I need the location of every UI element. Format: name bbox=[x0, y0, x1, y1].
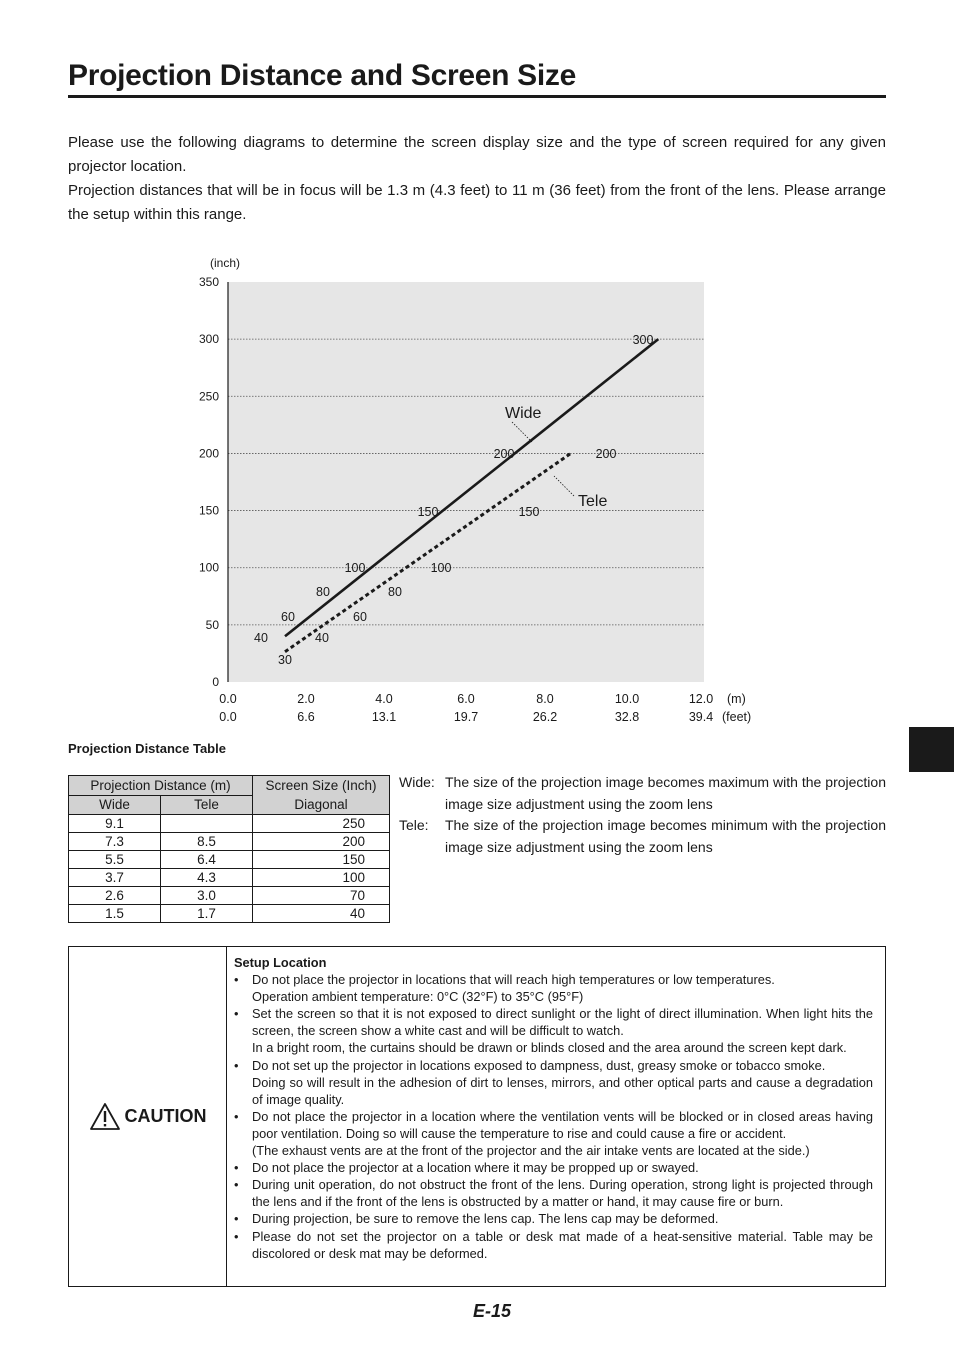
intro-text bbox=[68, 131, 886, 227]
table-cell-wide: 3.7 bbox=[69, 869, 161, 887]
caution-item bbox=[234, 1005, 873, 1056]
caution-content bbox=[227, 947, 885, 1286]
intro-paragraph-2: Projection distances that will be in focus will be 1.3 m (4.3 feet) to 11 m (36 feet) from the front of the lens. Please arrange the setup within this range. bbox=[68, 182, 886, 223]
tele-point-label: 30 bbox=[278, 653, 292, 667]
table-header-row bbox=[69, 776, 390, 796]
table-row bbox=[69, 833, 390, 851]
wide-point-label: 300 bbox=[632, 333, 654, 347]
caution-item-text: • Do not place the projector at a location where it may be propped up or swayed. bbox=[252, 1160, 699, 1176]
caution-item bbox=[234, 1210, 873, 1227]
y-tick-label: 250 bbox=[198, 389, 219, 404]
wide-point-label: 40 bbox=[254, 631, 268, 645]
wide-point-label: 100 bbox=[344, 561, 366, 575]
table-cell-tele: 1.7 bbox=[161, 905, 253, 923]
warning-triangle-icon bbox=[89, 1102, 121, 1131]
caution-list bbox=[234, 971, 873, 1262]
table-cell-wide: 9.1 bbox=[69, 815, 161, 833]
table-cell-tele: 4.3 bbox=[161, 869, 253, 887]
caution-label-cell bbox=[69, 947, 227, 1286]
y-tick-label: 0 bbox=[212, 675, 219, 689]
header-tele: Tele bbox=[161, 795, 253, 815]
table-row bbox=[69, 869, 390, 887]
y-tick-label: 50 bbox=[205, 617, 219, 632]
tele-point-label: 80 bbox=[388, 585, 402, 599]
definition-desc: The size of the projection image becomes maximum with the projection image size adjustment using the zoom lens bbox=[445, 774, 886, 812]
table-cell-wide: 2.6 bbox=[69, 887, 161, 905]
y-axis-label: (inch) bbox=[210, 256, 241, 270]
wide-point-label: 80 bbox=[316, 585, 330, 599]
x-tick-label-m: 2.0 bbox=[297, 692, 315, 706]
wide-point-label: 60 bbox=[281, 610, 295, 624]
setup-location-title: Setup Location bbox=[234, 955, 327, 970]
caution-label bbox=[89, 1102, 207, 1131]
x-axis-unit-ft: (feet) bbox=[722, 710, 752, 724]
tele-point-label: 200 bbox=[595, 447, 617, 461]
table-title: Projection Distance Table bbox=[68, 741, 226, 756]
table-body bbox=[69, 815, 390, 923]
definition-wide bbox=[399, 772, 886, 815]
y-tick-label: 100 bbox=[198, 560, 219, 575]
header-wide: Wide bbox=[69, 795, 161, 815]
definition-desc: The size of the projection image becomes minimum with the projection image size adjustment using the zoom lens bbox=[445, 817, 886, 855]
x-tick-label-ft: 6.6 bbox=[297, 710, 315, 724]
table-cell-wide: 7.3 bbox=[69, 833, 161, 851]
tele-point-label: 60 bbox=[353, 610, 367, 624]
caution-item-text: • Do not place the projector in a location where the ventilation vents will be blocked or in closed areas having poor ventilation. Doing so will cause the temperature to rise and could cause a fire or accident. bbox=[252, 1108, 873, 1141]
table-row bbox=[69, 851, 390, 869]
definition-term: Wide: bbox=[399, 774, 435, 790]
caution-item bbox=[234, 1108, 873, 1159]
definition-tele bbox=[399, 815, 886, 858]
caution-item-text: • During projection, be sure to remove the lens cap. The lens cap may be deformed. bbox=[252, 1211, 719, 1227]
table-cell-diagonal: 200 bbox=[253, 833, 390, 851]
x-tick-label-ft: 19.7 bbox=[453, 710, 479, 724]
header-screen-size bbox=[253, 776, 390, 815]
table-cell-diagonal: 40 bbox=[253, 905, 390, 923]
caution-box bbox=[68, 946, 886, 1287]
x-tick-label-m: 4.0 bbox=[375, 692, 393, 706]
projection-distance-table bbox=[68, 775, 390, 923]
x-tick-label-ft: 13.1 bbox=[371, 710, 397, 724]
header-projection-distance: Projection Distance (m) bbox=[69, 776, 253, 796]
series-label-wide: Wide bbox=[505, 405, 542, 422]
caution-item bbox=[234, 1228, 873, 1262]
caution-text: CAUTION bbox=[124, 1106, 207, 1126]
caution-item-text: • Do not place the projector in locations that will reach high temperatures or low temperatures. bbox=[252, 972, 775, 988]
table-cell-diagonal: 70 bbox=[253, 887, 390, 905]
table-row bbox=[69, 887, 390, 905]
header-diagonal-label: Diagonal bbox=[294, 797, 348, 812]
x-tick-label-ft: 0.0 bbox=[219, 710, 237, 724]
page-title: Projection Distance and Screen Size bbox=[68, 58, 886, 98]
table-cell-tele: 8.5 bbox=[161, 833, 253, 851]
caution-item-text: • During unit operation, do not obstruct the front of the lens. During operation, strong light is projected through the lens and if the front of the lens is obstructed by a matter or hand, it may cause fire or burn. bbox=[252, 1177, 873, 1210]
table-row bbox=[69, 815, 390, 833]
caution-item bbox=[234, 971, 873, 1005]
table-cell-diagonal: 150 bbox=[253, 851, 390, 869]
tele-point-label: 40 bbox=[315, 631, 329, 645]
table-cell-diagonal: 250 bbox=[253, 815, 390, 833]
caution-item-text: In a bright room, the curtains should be drawn or blinds closed and the area around the screen kept dark. bbox=[252, 1040, 847, 1056]
table-cell-diagonal: 100 bbox=[253, 869, 390, 887]
caution-item-text: • Please do not set the projector on a table or desk mat made of a heat-sensitive material. Table may be discolored or desk mat may be deformed. bbox=[252, 1228, 873, 1261]
table-row bbox=[69, 905, 390, 923]
caution-item-text: Doing so will result in the adhesion of dirt to lenses, mirrors, and other optical parts and cause a degradation of image quality. bbox=[252, 1074, 873, 1107]
x-tick-label-m: 10.0 bbox=[614, 692, 640, 706]
caution-item bbox=[234, 1159, 873, 1176]
x-axis-unit-m: (m) bbox=[727, 692, 746, 706]
wide-point-label: 200 bbox=[493, 447, 515, 461]
tele-point-label: 150 bbox=[518, 505, 540, 519]
series-label-tele: Tele bbox=[578, 493, 608, 510]
caution-item-text: • Set the screen so that it is not exposed to direct sunlight or the light of direct illumination. When light hits the screen, the screen show a white cast and will be difficult to watch. bbox=[252, 1006, 873, 1039]
caution-item bbox=[234, 1176, 873, 1210]
page-number: E-15 bbox=[473, 1301, 512, 1321]
section-tab-marker bbox=[909, 727, 954, 772]
intro-paragraph-1: Please use the following diagrams to determine the screen display size and the type of screen required for any given projector location. bbox=[68, 134, 886, 175]
y-tick-label: 350 bbox=[198, 275, 219, 289]
wide-point-label: 150 bbox=[417, 505, 439, 519]
caution-item bbox=[234, 1057, 873, 1108]
table-cell-wide: 5.5 bbox=[69, 851, 161, 869]
zoom-definitions bbox=[399, 772, 886, 858]
caution-item-text: Operation ambient temperature: 0°C (32°F) to 35°C (95°F) bbox=[252, 989, 584, 1005]
x-tick-label-m: 8.0 bbox=[536, 692, 554, 706]
x-tick-label-m: 0.0 bbox=[219, 692, 237, 706]
table-cell-tele: 6.4 bbox=[161, 851, 253, 869]
projection-chart bbox=[150, 250, 770, 735]
tele-point-label: 100 bbox=[430, 561, 452, 575]
x-tick-label-ft: 26.2 bbox=[532, 710, 558, 724]
x-tick-label-ft: 39.4 bbox=[688, 710, 714, 724]
definition-term: Tele: bbox=[399, 817, 429, 833]
x-tick-label-m: 12.0 bbox=[688, 692, 714, 706]
x-tick-label-ft: 32.8 bbox=[614, 710, 640, 724]
table-cell-wide: 1.5 bbox=[69, 905, 161, 923]
caution-item-text: (The exhaust vents are at the front of the projector and the air intake vents are located at the side.) bbox=[252, 1143, 810, 1159]
caution-item-text: • Do not set up the projector in locations exposed to dampness, dust, greasy smoke or tobacco smoke. bbox=[252, 1057, 826, 1073]
x-tick-label-m: 6.0 bbox=[457, 692, 475, 706]
y-tick-label: 150 bbox=[198, 503, 219, 518]
y-tick-label: 300 bbox=[198, 332, 219, 347]
table-cell-tele: 3.0 bbox=[161, 887, 253, 905]
table-cell-tele bbox=[161, 815, 253, 833]
y-tick-label: 200 bbox=[198, 446, 219, 461]
header-screen-size-label: Screen Size (Inch) bbox=[265, 778, 377, 793]
